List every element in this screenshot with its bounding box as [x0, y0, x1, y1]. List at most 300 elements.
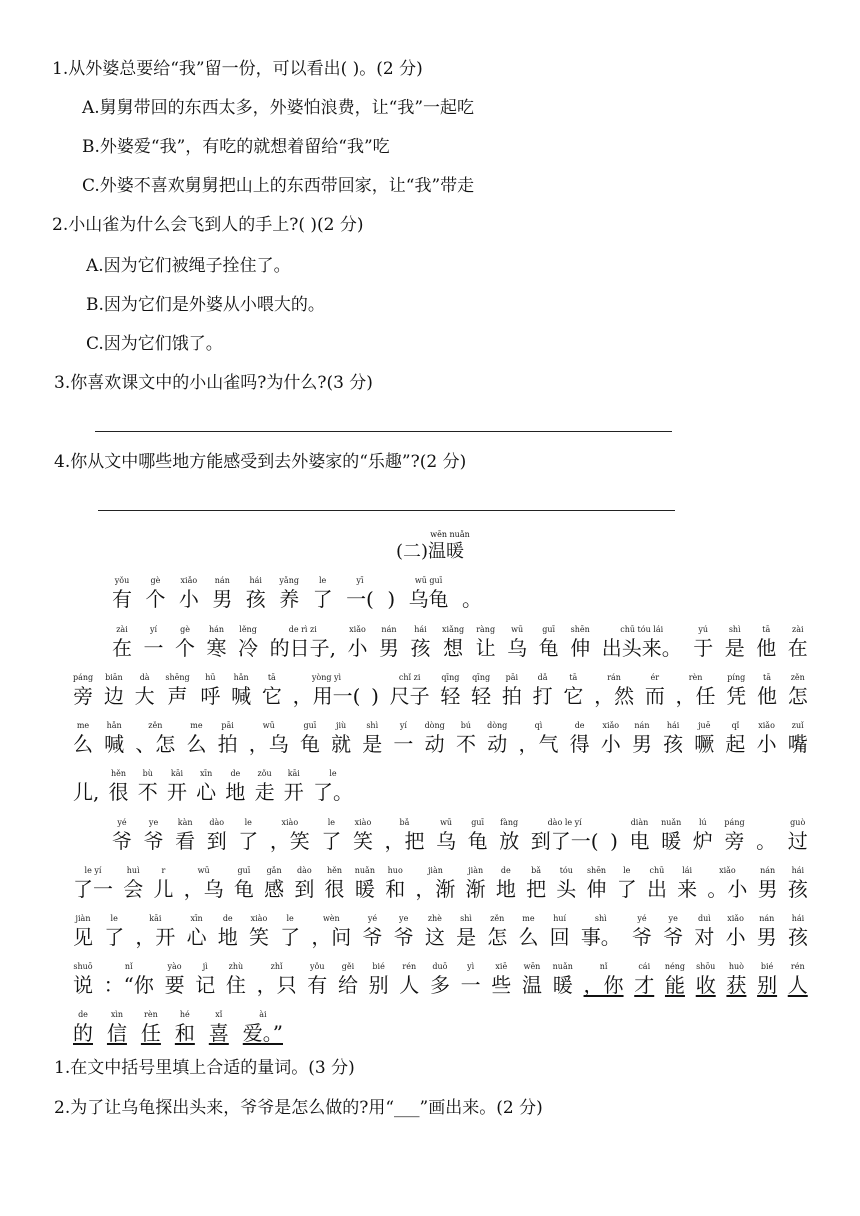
pinyin: hái [249, 576, 262, 585]
pinyin: kàn [177, 818, 193, 827]
passage-token [757, 914, 777, 950]
pinyin: xiào [354, 818, 372, 827]
hanzi: 地 [217, 925, 238, 949]
pinyin: zěn [790, 673, 805, 682]
hanzi: 伸 [570, 636, 591, 660]
passage-token [300, 721, 320, 757]
hanzi: 怎 [487, 925, 508, 949]
passage-token [104, 914, 124, 950]
hanzi: 放 [499, 829, 520, 853]
pinyin: xiǎng [442, 625, 465, 634]
question-1: 1.从外婆总要给“我”留一份，可以看出( )。(2 分) [52, 59, 423, 79]
pinyin: guī [471, 818, 485, 827]
hanzi: 么 [186, 732, 207, 756]
passage-token [399, 962, 419, 998]
pinyin: huò [728, 962, 744, 971]
passage-token [175, 818, 195, 854]
passage-token [385, 818, 425, 854]
passage-token [788, 673, 808, 709]
passage-token [138, 769, 158, 805]
hanzi: 怎 [787, 684, 808, 708]
pinyin: dòng [424, 721, 445, 730]
hanzi: ，任 [675, 684, 716, 708]
passage-token [707, 866, 747, 902]
hanzi: 开 [283, 780, 304, 804]
passage-token [325, 866, 345, 902]
hanzi: 大 [134, 684, 155, 708]
hanzi: 个 [145, 587, 166, 611]
hanzi: 出头来。 [601, 636, 682, 660]
hanzi: 炉 [692, 829, 713, 853]
pinyin: guī [303, 721, 317, 730]
hanzi: 爷 [143, 829, 164, 853]
passage-token [788, 866, 808, 902]
passage-token [602, 625, 682, 661]
pinyin: lái [682, 866, 693, 875]
pinyin: yào [167, 962, 182, 971]
answer-line-4[interactable] [98, 510, 675, 511]
passage-token [313, 576, 333, 612]
pinyin: yé [117, 818, 127, 827]
passage-token [218, 914, 238, 950]
passage-token [112, 625, 132, 661]
pinyin: fàng [500, 818, 519, 827]
hanzi: 了 [104, 925, 125, 949]
pinyin: hán [209, 625, 225, 634]
passage-token [293, 673, 361, 709]
passage-token [725, 625, 745, 661]
pinyin: nán [381, 625, 397, 634]
hanzi: ，用一( [292, 684, 361, 708]
pinyin: dà [139, 673, 150, 682]
passage-token [587, 866, 607, 902]
passage-token [393, 721, 413, 757]
hanzi: 拍 [217, 732, 238, 756]
passage-token [617, 866, 637, 902]
hanzi: ，你 [583, 973, 624, 997]
pinyin: shì [366, 721, 379, 730]
hanzi: 暖 [354, 877, 375, 901]
pinyin: me [190, 721, 203, 730]
pinyin: kāi [287, 769, 300, 778]
hanzi: 孩 [787, 925, 808, 949]
pinyin: gè [150, 576, 161, 585]
hanzi: 嘴 [787, 732, 808, 756]
hanzi: 喊 [104, 732, 125, 756]
passage-token [362, 721, 382, 757]
passage-token [491, 962, 511, 998]
pinyin: duì [697, 914, 711, 923]
pinyin: zěn [490, 914, 505, 923]
hanzi: 龟 [538, 636, 559, 660]
hanzi: 爷 [632, 925, 652, 949]
section-title-pinyin: wēn nuǎn [430, 530, 470, 539]
pinyin: hé [179, 1010, 190, 1019]
passage-token [347, 625, 367, 661]
pinyin: yǎng [279, 576, 299, 585]
pinyin: nǐ [124, 962, 133, 971]
pinyin: páng [724, 818, 745, 827]
pinyin: bié [372, 962, 385, 971]
hanzi: 地 [495, 877, 516, 901]
passage-token [726, 914, 746, 950]
hanzi: 伸 [586, 877, 607, 901]
question-2-option-b: B.因为它们是外婆从小喂大的。 [86, 295, 325, 315]
hanzi: 事。 [580, 925, 621, 949]
hanzi: 和 [385, 877, 406, 901]
passage-token [788, 818, 808, 854]
hanzi: 而 [644, 684, 665, 708]
hanzi: 爷 [112, 829, 132, 853]
passage-token [270, 818, 310, 854]
question-1-option-b: B.外婆爱“我”，有吃的就想着留给“我”吃 [82, 137, 390, 157]
hanzi: 给 [337, 973, 358, 997]
hanzi: 它 [563, 684, 584, 708]
question-3: 3.你喜欢课文中的小山雀吗?为什么?(3 分) [54, 373, 373, 393]
passage-token [107, 1010, 127, 1046]
hanzi: 龟 [299, 732, 320, 756]
hanzi: 会 [123, 877, 144, 901]
answer-line-3[interactable] [95, 431, 672, 432]
hanzi: 暖 [552, 973, 573, 997]
passage-token [165, 673, 189, 709]
pinyin: gǎn [266, 866, 282, 875]
passage-token [284, 769, 304, 805]
passage-token [425, 721, 445, 757]
hanzi: ，乌 [248, 732, 289, 756]
pinyin: yé [637, 914, 647, 923]
hanzi: 爱。” [242, 1021, 283, 1045]
hanzi: 乌 [507, 636, 528, 660]
pinyin: wèn [322, 914, 340, 923]
pinyin: xiē [495, 962, 508, 971]
hanzi: 来 [677, 877, 698, 901]
passage-token [676, 673, 716, 709]
pinyin: rén [790, 962, 805, 971]
pinyin: nuǎn [354, 866, 375, 875]
pinyin: zǒu [257, 769, 272, 778]
hanzi: 。 [756, 829, 777, 853]
hanzi: 孩 [663, 732, 684, 756]
passage-token [665, 962, 685, 998]
passage-token [165, 962, 185, 998]
pinyin: xiǎo [719, 866, 736, 875]
passage-row-1 [112, 576, 482, 612]
passage-token [141, 1010, 161, 1046]
pinyin: xiǎo [727, 914, 744, 923]
passage-token [526, 866, 546, 902]
hanzi: ，乌 [183, 877, 224, 901]
passage-token [243, 1010, 283, 1046]
hanzi: 看 [175, 829, 196, 853]
passage-token [499, 818, 519, 854]
passage-token [175, 1010, 195, 1046]
hanzi: 头 [556, 877, 577, 901]
pinyin: le [623, 866, 631, 875]
pinyin: shuō [73, 962, 93, 971]
passage-token [533, 673, 553, 709]
hanzi: ，问 [311, 925, 352, 949]
pinyin: de [222, 914, 233, 923]
pinyin: xīn [190, 914, 203, 923]
pinyin: huí [553, 914, 567, 923]
passage-token [212, 576, 232, 612]
passage-token [757, 721, 777, 757]
pinyin: tā [762, 625, 771, 634]
hanzi: 能 [664, 973, 685, 997]
hanzi: 有 [112, 587, 132, 611]
hanzi: 。小 [707, 877, 748, 901]
pinyin: le [286, 914, 294, 923]
hanzi: 养 [279, 587, 300, 611]
question-2: 2.小山雀为什么会飞到人的手上?( )(2 分) [52, 215, 364, 235]
pinyin: chū tóu lái [620, 625, 664, 634]
pinyin: qīng [472, 673, 491, 682]
hanzi: 多 [429, 973, 450, 997]
pinyin: guī [542, 625, 556, 634]
passage-token [726, 673, 746, 709]
passage-token [73, 721, 93, 757]
pinyin: nán [634, 721, 650, 730]
passage-token [246, 576, 266, 612]
passage-token [694, 721, 714, 757]
pinyin: zhù [228, 962, 244, 971]
hanzi: 男 [757, 877, 778, 901]
pinyin: xiǎo [349, 625, 366, 634]
passage-token [73, 962, 93, 998]
pinyin: guò [790, 818, 806, 827]
hanzi: 一 [393, 732, 414, 756]
pinyin: de [230, 769, 241, 778]
pinyin: yí [149, 625, 158, 634]
pinyin: wēn [523, 962, 541, 971]
pinyin: yí [399, 721, 407, 730]
pinyin: ài [259, 1010, 267, 1019]
pinyin: kāi [170, 769, 184, 778]
hanzi: 心 [186, 925, 207, 949]
passage-token [255, 769, 275, 805]
pinyin: dào [296, 866, 312, 875]
hanzi: 呼 [200, 684, 221, 708]
hanzi: 声 [167, 684, 188, 708]
hanzi: 在 [112, 636, 132, 660]
hanzi: 很 [324, 877, 345, 901]
hanzi: 了 [616, 877, 637, 901]
passage-token [73, 866, 113, 902]
pinyin: hěn [111, 769, 127, 778]
passage-token [570, 625, 590, 661]
hanzi: 男 [631, 732, 652, 756]
hanzi: 不 [455, 732, 476, 756]
passage-token [694, 914, 714, 950]
hanzi: 收 [695, 973, 716, 997]
hanzi: 尺子 [389, 684, 430, 708]
passage-row-9 [73, 962, 808, 998]
passage-token [394, 914, 414, 950]
passage-token [387, 576, 395, 612]
pinyin: hái [791, 914, 805, 923]
passage-token [207, 818, 227, 854]
hanzi: 温 [521, 973, 542, 997]
hanzi: 爷 [663, 925, 684, 949]
hanzi: 到 [294, 877, 315, 901]
hanzi: 笑 [352, 829, 373, 853]
hanzi: 个 [175, 636, 196, 660]
passage-token [218, 721, 238, 757]
hanzi: 儿, [73, 780, 100, 804]
passage-token [632, 914, 652, 950]
passage-token [696, 962, 716, 998]
passage-token [379, 625, 399, 661]
pinyin: le yí [84, 866, 102, 875]
hanzi: 才 [634, 973, 655, 997]
passage-token [415, 866, 455, 902]
pinyin: bù [142, 769, 153, 778]
passage-token [104, 962, 154, 998]
passage-token [522, 962, 542, 998]
pinyin: le [110, 914, 118, 923]
hanzi: 信 [106, 1021, 127, 1045]
pinyin: nán [760, 866, 776, 875]
pinyin: me [522, 914, 535, 923]
pinyin: wū guī [414, 576, 443, 585]
hanzi: ，气 [518, 732, 559, 756]
hanzi: 住 [225, 973, 246, 997]
pinyin: dào [209, 818, 225, 827]
passage-token [461, 962, 481, 998]
pinyin: jiàn [75, 914, 91, 923]
hanzi: ，渐 [415, 877, 456, 901]
pinyin: shēng [165, 673, 190, 682]
pinyin: huì [126, 866, 140, 875]
hanzi: 笑 [248, 925, 269, 949]
passage-token [645, 673, 665, 709]
hanzi: 寒 [206, 636, 227, 660]
hanzi: 回 [549, 925, 570, 949]
pinyin: de [78, 1010, 88, 1019]
hanzi: 乌龟 [408, 587, 449, 611]
hanzi: 心 [196, 780, 217, 804]
passage-token [788, 625, 808, 661]
pinyin: wū [511, 625, 524, 634]
hanzi: ) [371, 684, 379, 708]
pinyin: shì [728, 625, 741, 634]
passage-token [788, 721, 808, 757]
pinyin: xiǎo [758, 721, 775, 730]
passage-token [581, 914, 621, 950]
passage-token [331, 721, 351, 757]
hanzi: ：“你 [103, 973, 154, 997]
passage-token [270, 625, 336, 661]
pinyin: rén [402, 962, 417, 971]
pinyin: lěng [239, 625, 257, 634]
hanzi: 是 [362, 732, 383, 756]
pinyin: dào le yí [547, 818, 582, 827]
passage-token [187, 914, 207, 950]
passage-token [73, 914, 93, 950]
passage-token [496, 866, 516, 902]
passage-token [456, 721, 476, 757]
hanzi: 小 [347, 636, 368, 660]
question-2-option-a: A.因为它们被绳子拴住了。 [86, 256, 291, 276]
pinyin: huo [387, 866, 403, 875]
pinyin: xīn [200, 769, 213, 778]
hanzi: 人 [787, 973, 808, 997]
passage-token [231, 673, 251, 709]
passage-token [462, 576, 482, 612]
hanzi: 了 [238, 829, 259, 853]
passage-row-6 [112, 818, 808, 854]
pinyin: zhǐ [270, 962, 283, 971]
hanzi: 在 [787, 636, 808, 660]
pinyin: qì [534, 721, 543, 730]
hanzi: 走 [254, 780, 275, 804]
passage-token [184, 866, 224, 902]
pinyin: néng [664, 962, 686, 971]
pinyin: de [500, 866, 511, 875]
hanzi: ，把 [384, 829, 425, 853]
pinyin: dòng [487, 721, 508, 730]
pinyin: xǐ [215, 1010, 223, 1019]
pinyin: rán [607, 673, 621, 682]
passage-row-8 [73, 914, 808, 950]
passage-token [468, 818, 488, 854]
passage-token [294, 866, 314, 902]
passage-token [112, 576, 132, 612]
hanzi: 小 [600, 732, 621, 756]
hanzi: 想 [443, 636, 464, 660]
pinyin: juē [698, 721, 711, 730]
hanzi: 他 [757, 684, 778, 708]
passage-token [104, 673, 124, 709]
passage-token [584, 962, 624, 998]
pinyin: bié [760, 962, 774, 971]
hanzi: 孩 [787, 877, 808, 901]
pinyin: hái [666, 721, 680, 730]
pinyin: cái [638, 962, 651, 971]
hanzi: 是 [724, 636, 745, 660]
hanzi: 于 [693, 636, 714, 660]
pinyin: bǎ [531, 866, 542, 875]
passage-token [390, 673, 430, 709]
passage-row-4 [73, 721, 808, 757]
hanzi: 么 [73, 732, 93, 756]
passage-token [425, 914, 445, 950]
hanzi: 旁 [724, 829, 745, 853]
pinyin: nuǎn [552, 962, 573, 971]
passage-token [518, 721, 558, 757]
hanzi: ，只 [256, 973, 297, 997]
passage-token [788, 962, 808, 998]
pinyin: xiào [250, 914, 268, 923]
question-1-option-a: A.舅舅带回的东西太多，外婆怕浪费，让“我”一起吃 [82, 98, 475, 118]
passage-token [225, 769, 245, 805]
hanzi: 旁 [73, 684, 94, 708]
hanzi: 的 [73, 1021, 93, 1045]
pinyin: bú [460, 721, 472, 730]
passage-token [195, 962, 215, 998]
hanzi: 动 [487, 732, 508, 756]
passage-token [502, 673, 522, 709]
pinyin: le [329, 769, 337, 778]
passage-token [353, 818, 373, 854]
hanzi: 这 [424, 925, 445, 949]
pinyin: tā [569, 673, 578, 682]
hanzi: 凭 [726, 684, 747, 708]
passage-token [456, 914, 476, 950]
pinyin: ràng [476, 625, 496, 634]
pinyin: le [244, 818, 252, 827]
